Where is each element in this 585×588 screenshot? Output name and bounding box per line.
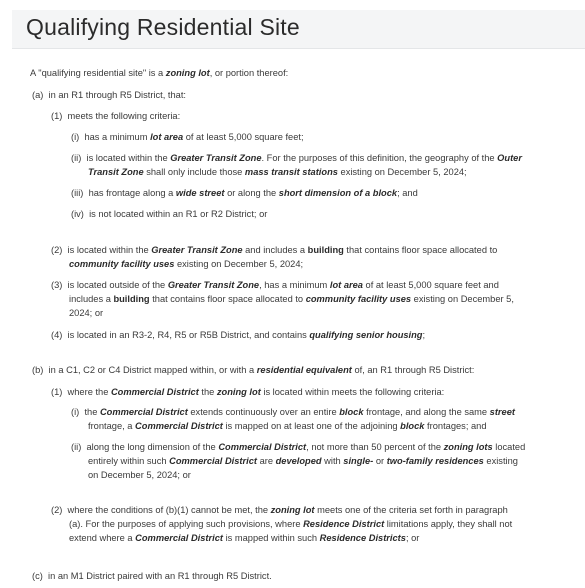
clause-text: of at least 5,000 square feet; xyxy=(183,132,304,142)
term-community-facility-uses[interactable]: community facility uses xyxy=(69,259,175,269)
clause-text: where the xyxy=(67,387,111,397)
clause-text: where the conditions of (b)(1) cannot be met, the xyxy=(67,505,271,515)
intro-paragraph xyxy=(30,68,288,79)
clause-text: is mapped on at least one of the adjoining xyxy=(222,421,401,431)
clause-text: existing on December 5, 2024; xyxy=(174,259,304,269)
term-wide-street[interactable]: wide street xyxy=(175,188,225,198)
clause-text: the xyxy=(84,407,100,417)
clause-a-text: in an R1 through R5 District, that: xyxy=(48,90,186,100)
term-lot-area[interactable]: lot area xyxy=(329,280,363,290)
term-qualifying-senior-housing[interactable]: qualifying senior housing xyxy=(309,330,423,340)
clause-text: in a C1, C2 or C4 District mapped within, or with a xyxy=(48,365,257,375)
clause-a1-i xyxy=(71,132,304,143)
clause-b1-i xyxy=(71,407,515,418)
clause-a1-i-marker: (i) xyxy=(71,132,80,142)
clause-text: is located within the xyxy=(67,245,152,255)
clause-a2-marker: (2) xyxy=(51,245,63,255)
clause-b2-cont2 xyxy=(69,533,419,544)
clause-text: along the long dimension of the xyxy=(86,442,219,452)
clause-a4-marker: (4) xyxy=(51,330,63,340)
clause-b1-ii xyxy=(71,442,525,453)
clause-a1-text: meets the following criteria: xyxy=(67,111,181,121)
term-commercial-district[interactable]: Commercial District xyxy=(135,421,223,431)
clause-text: of, an R1 through R5 District: xyxy=(351,365,475,375)
clause-c-marker: (c) xyxy=(32,571,43,581)
clause-text: entirely within such xyxy=(88,456,170,466)
term-zoning-lot[interactable]: zoning lot xyxy=(270,505,315,515)
clause-text: includes a xyxy=(69,294,114,304)
clause-b1-i-marker: (i) xyxy=(71,407,80,417)
term-mass-transit-stations[interactable]: mass transit stations xyxy=(244,167,338,177)
clause-text: is located in an R3-2, R4, R5 or R5B District, and contains xyxy=(67,330,310,340)
clause-text: in an M1 District paired with an R1 through R5 District. xyxy=(48,571,272,581)
clause-b2-cont xyxy=(69,519,512,530)
clause-b1-i-cont xyxy=(88,421,487,432)
term-commercial-district[interactable]: Commercial District xyxy=(169,456,257,466)
clause-a1-iii xyxy=(71,188,418,199)
term-zoning-lot[interactable]: zoning lot xyxy=(216,387,261,397)
clause-b1 xyxy=(51,387,444,398)
term-greater-transit-zone[interactable]: Greater Transit Zone xyxy=(167,280,260,290)
clause-text: existing on December 5, xyxy=(411,294,514,304)
term-building[interactable]: building xyxy=(113,294,150,304)
term-single-family[interactable]: single- xyxy=(343,456,374,466)
term-lot-area[interactable]: lot area xyxy=(150,132,184,142)
clause-text: shall only include those xyxy=(143,167,245,177)
clause-text: 2024; or xyxy=(69,308,104,318)
clause-a3-cont2 xyxy=(69,308,103,319)
term-block[interactable]: block xyxy=(400,421,425,431)
page-title: Qualifying Residential Site xyxy=(26,14,300,40)
clause-a1-marker: (1) xyxy=(51,111,63,121)
term-commercial-district[interactable]: Commercial District xyxy=(218,442,307,452)
intro-text-end: , or portion thereof: xyxy=(209,68,289,78)
clause-text: frontage, a xyxy=(88,421,136,431)
clause-a1-iii-marker: (iii) xyxy=(71,188,84,198)
clause-a3 xyxy=(51,280,499,291)
term-residence-district[interactable]: Residence District xyxy=(303,519,385,529)
clause-a3-marker: (3) xyxy=(51,280,63,290)
clause-c xyxy=(32,571,272,582)
clause-text: is not located within an R1 or R2 District; or xyxy=(89,209,268,219)
clause-b-marker: (b) xyxy=(32,365,44,375)
clause-b xyxy=(32,365,474,376)
term-commercial-district[interactable]: Commercial District xyxy=(135,533,223,543)
term-residential-equivalent[interactable]: residential equivalent xyxy=(256,365,352,375)
term-building[interactable]: building xyxy=(307,245,344,255)
clause-a-marker: (a) xyxy=(32,90,44,100)
term-zoning-lots[interactable]: zoning lots xyxy=(443,442,493,452)
term-outer-transit-zone[interactable]: Transit Zone xyxy=(88,167,144,177)
term-greater-transit-zone[interactable]: Greater Transit Zone xyxy=(170,153,262,163)
clause-a2-cont xyxy=(69,259,303,270)
clause-text: has a minimum xyxy=(84,132,151,142)
clause-text: ; and xyxy=(397,188,418,198)
clause-text: . For the purposes of this definition, the geography of the xyxy=(261,153,498,163)
clause-a1 xyxy=(51,111,180,122)
term-two-family-residences[interactable]: two-family residences xyxy=(386,456,484,466)
term-zoning-lot[interactable]: zoning lot xyxy=(165,68,210,78)
clause-text: ; or xyxy=(405,533,420,543)
clause-text: the xyxy=(198,387,217,397)
clause-text: that contains floor space allocated to xyxy=(343,245,498,255)
clause-text: (a). For the purposes of applying such provisions, where xyxy=(69,519,304,529)
clause-text: or xyxy=(373,456,387,466)
clause-text: that contains floor space allocated to xyxy=(149,294,306,304)
clause-text: located xyxy=(492,442,526,452)
term-outer-transit-zone[interactable]: Outer xyxy=(497,153,522,163)
clause-a1-iv xyxy=(71,209,267,220)
clause-a1-ii xyxy=(71,153,522,164)
clause-text: or along the xyxy=(224,188,279,198)
clause-text: meets one of the criteria set forth in paragraph xyxy=(314,505,508,515)
term-street[interactable]: street xyxy=(489,407,515,417)
clause-text: and includes a xyxy=(242,245,308,255)
clause-text: , has a minimum xyxy=(259,280,330,290)
term-developed[interactable]: developed xyxy=(275,456,322,466)
clause-text: existing xyxy=(483,456,518,466)
term-community-facility-uses[interactable]: community facility uses xyxy=(305,294,412,304)
clause-a4 xyxy=(51,330,425,341)
clause-b1-ii-cont xyxy=(88,456,518,467)
clause-b1-ii-cont2 xyxy=(88,470,191,481)
clause-b1-marker: (1) xyxy=(51,387,63,397)
clause-text: of at least 5,000 square feet and xyxy=(362,280,499,290)
clause-text: on December 5, 2024; or xyxy=(88,470,191,480)
clause-text: existing on December 5, 2024; xyxy=(337,167,467,177)
clause-text: frontages; and xyxy=(424,421,487,431)
clause-text: has frontage along a xyxy=(88,188,176,198)
clause-a1-ii-cont xyxy=(88,167,467,178)
term-commercial-district[interactable]: Commercial District xyxy=(110,387,199,397)
clause-text: is located within the xyxy=(86,153,171,163)
clause-text: extend where a xyxy=(69,533,136,543)
clause-text: with xyxy=(321,456,344,466)
term-residence-districts[interactable]: Residence Districts xyxy=(319,533,406,543)
clause-text: limitations apply, they shall not xyxy=(384,519,513,529)
clause-text: are xyxy=(256,456,276,466)
clause-text: is mapped within such xyxy=(223,533,320,543)
clause-a2 xyxy=(51,245,497,256)
term-block[interactable]: block xyxy=(339,407,364,417)
clause-text: is located outside of the xyxy=(67,280,168,290)
clause-text: frontage, and along the same xyxy=(363,407,490,417)
clause-text: ; xyxy=(422,330,426,340)
clause-text: , not more than 50 percent of the xyxy=(306,442,444,452)
clause-b2-marker: (2) xyxy=(51,505,63,515)
clause-b2 xyxy=(51,505,508,516)
clause-text: is located within meets the following criteria: xyxy=(260,387,445,397)
clause-a1-ii-marker: (ii) xyxy=(71,153,82,163)
term-greater-transit-zone[interactable]: Greater Transit Zone xyxy=(151,245,243,255)
clause-text: extends continuously over an entire xyxy=(187,407,340,417)
clause-a1-iv-marker: (iv) xyxy=(71,209,84,219)
term-short-dimension-of-a-block[interactable]: short dimension of a block xyxy=(278,188,398,198)
intro-text: A "qualifying residential site" is a xyxy=(30,68,166,78)
term-commercial-district[interactable]: Commercial District xyxy=(99,407,188,417)
clause-a3-cont xyxy=(69,294,514,305)
clause-b1-ii-marker: (ii) xyxy=(71,442,82,452)
clause-a xyxy=(32,90,186,101)
